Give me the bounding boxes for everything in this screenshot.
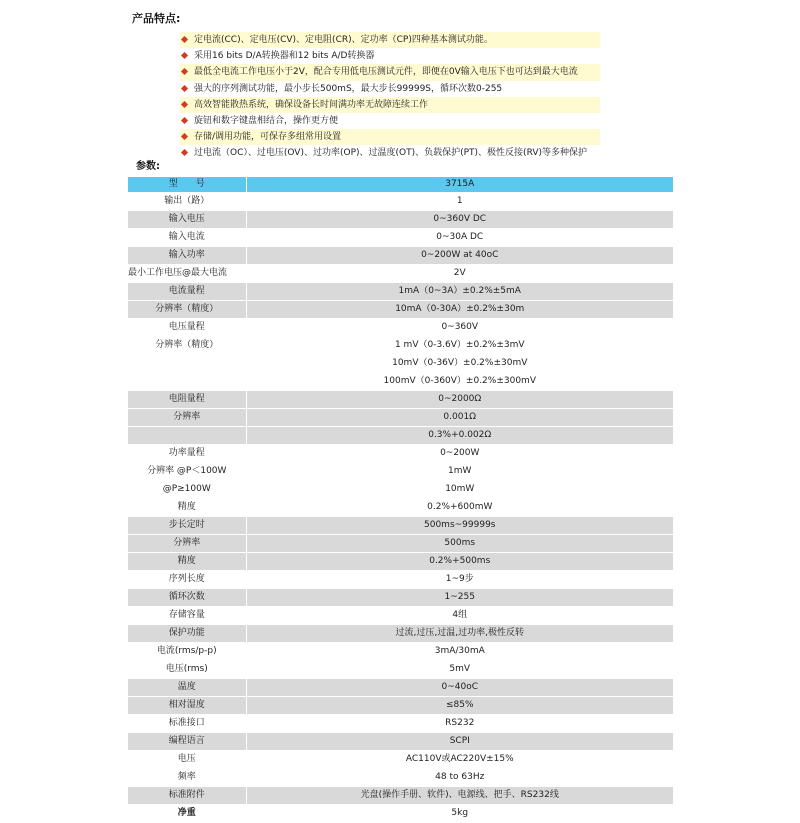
spec-label: 分辨率 (128, 409, 246, 427)
diamond-bullet-icon (181, 36, 188, 43)
table-row (128, 229, 673, 247)
spec-label (128, 355, 246, 373)
spec-value: 0~2000Ω (246, 391, 673, 409)
diamond-bullet-icon (181, 68, 188, 75)
spec-value: 5kg (246, 805, 673, 823)
spec-value: ≤85% (246, 697, 673, 715)
spec-value: AC110V或AC220V±15% (246, 751, 673, 769)
table-row (128, 715, 673, 733)
table-row (128, 319, 673, 337)
spec-label: 精度 (128, 553, 246, 571)
feature-text: 采用16 bits D/A转换器和12 bits A/D转换器 (194, 51, 375, 62)
spec-value: 0.001Ω (246, 409, 673, 427)
spec-label: @P≥100W (128, 481, 246, 499)
spec-label: 序列长度 (128, 571, 246, 589)
table-row (128, 427, 673, 445)
table-row (128, 571, 673, 589)
spec-label: 最小工作电压@最大电流 (128, 265, 246, 283)
table-row (128, 751, 673, 769)
spec-label: 标准附件 (128, 787, 246, 805)
spec-label: 频率 (128, 769, 246, 787)
table-row (128, 409, 673, 427)
features-list (180, 32, 600, 162)
diamond-bullet-icon (181, 117, 188, 124)
table-row (128, 517, 673, 535)
spec-value: 5mV (246, 661, 673, 679)
table-row (128, 769, 673, 787)
feature-item (180, 64, 600, 80)
spec-label: 功率量程 (128, 445, 246, 463)
feature-item (180, 113, 600, 129)
spec-value: 100mV（0-360V）±0.2%±300mV (246, 373, 673, 391)
spec-value: 光盘(操作手册、软件)、电源线、把手、RS232线 (246, 787, 673, 805)
spec-label: 保护功能 (128, 625, 246, 643)
table-row (128, 679, 673, 697)
features-title: 产品特点: (132, 12, 181, 25)
table-row (128, 643, 673, 661)
table-row (128, 805, 673, 823)
diamond-bullet-icon (181, 133, 188, 140)
spec-label: 分辨率 (128, 535, 246, 553)
table-row (128, 265, 673, 283)
spec-value: 48 to 63Hz (246, 769, 673, 787)
spec-value: RS232 (246, 715, 673, 733)
spec-label (128, 373, 246, 391)
spec-label: 电压量程 (128, 319, 246, 337)
table-row (128, 355, 673, 373)
table-row (128, 247, 673, 265)
spec-value: 0.2%+600mW (246, 499, 673, 517)
spec-label: 步长定时 (128, 517, 246, 535)
table-row (128, 553, 673, 571)
feature-text: 旋钮和数字键盘相结合，操作更方便 (194, 115, 339, 126)
feature-text: 最低全电流工作电压小于2V，配合专用低电压测试元件，即便在0V输入电压下也可达到最大电流 (194, 67, 578, 78)
feature-text: 存储/调用功能，可保存多组常用设置 (194, 132, 342, 143)
spec-label: 输出（路） (128, 193, 246, 211)
table-row (128, 499, 673, 517)
table-row (128, 589, 673, 607)
spec-value: 1 (246, 193, 673, 211)
spec-value: 过流,过压,过温,过功率,极性反转 (246, 625, 673, 643)
spec-value: 10mW (246, 481, 673, 499)
spec-label: 电阻量程 (128, 391, 246, 409)
feature-text: 强大的序列测试功能，最小步长500mS，最大步长99999S，循环次数0-255 (194, 83, 503, 94)
spec-value: 500ms (246, 535, 673, 553)
spec-value: 0~200W (246, 445, 673, 463)
spec-label: 净重 (128, 805, 246, 823)
table-row (128, 697, 673, 715)
spec-value: 0~40oC (246, 679, 673, 697)
diamond-bullet-icon (181, 85, 188, 92)
feature-item (180, 48, 600, 64)
feature-text: 过电流（OC）、过电压(OV)、过功率(OP)、过温度(OT)、负载保护(PT)、极性反接(RV)等多种保护 (194, 148, 588, 159)
table-row (128, 193, 673, 211)
table-row (128, 391, 673, 409)
table-row (128, 337, 673, 355)
feature-item (180, 81, 600, 97)
feature-item (180, 32, 600, 48)
spec-label: 分辨率 @P＜100W (128, 463, 246, 481)
table-row (128, 301, 673, 319)
table-row (128, 787, 673, 805)
spec-value: 0.2%+500ms (246, 553, 673, 571)
table-row (128, 607, 673, 625)
spec-table (128, 177, 673, 823)
spec-label: 分辨率（精度） (128, 337, 246, 355)
spec-label: 电流量程 (128, 283, 246, 301)
spec-label: 电流(rms/p-p) (128, 643, 246, 661)
spec-label: 输入电压 (128, 211, 246, 229)
spec-label: 标准接口 (128, 715, 246, 733)
table-row (128, 445, 673, 463)
spec-label (128, 427, 246, 445)
table-header-row (128, 177, 673, 193)
feature-item (180, 97, 600, 113)
spec-value: 1mW (246, 463, 673, 481)
spec-value: 10mV（0-36V）±0.2%±30mV (246, 355, 673, 373)
table-row (128, 535, 673, 553)
table-row (128, 373, 673, 391)
spec-label: 存储容量 (128, 607, 246, 625)
spec-label: 温度 (128, 679, 246, 697)
spec-value: 1~255 (246, 589, 673, 607)
spec-value: 1~9步 (246, 571, 673, 589)
diamond-bullet-icon (181, 52, 188, 59)
params-title: 参数: (136, 161, 160, 172)
feature-item (180, 145, 600, 161)
spec-value: 3mA/30mA (246, 643, 673, 661)
spec-label: 输入功率 (128, 247, 246, 265)
diamond-bullet-icon (181, 149, 188, 156)
table-row (128, 463, 673, 481)
spec-value: 0~360V (246, 319, 673, 337)
feature-text: 定电流(CC)、定电压(CV)、定电阻(CR)、定功率（CP)四种基本测试功能。 (194, 35, 493, 45)
spec-value: 500ms~99999s (246, 517, 673, 535)
table-row (128, 211, 673, 229)
header-model-value: 3715A (246, 177, 673, 193)
spec-label: 编程语言 (128, 733, 246, 751)
spec-label: 电压(rms) (128, 661, 246, 679)
spec-value: 0.3%+0.002Ω (246, 427, 673, 445)
spec-value: 10mA（0-30A）±0.2%±30m (246, 301, 673, 319)
diamond-bullet-icon (181, 101, 188, 108)
spec-value: 1mA（0~3A）±0.2%±5mA (246, 283, 673, 301)
spec-value: 0~30A DC (246, 229, 673, 247)
feature-text: 高效智能散热系统，确保设备长时间满功率无故障连续工作 (194, 99, 429, 110)
spec-label: 输入电流 (128, 229, 246, 247)
spec-value: SCPI (246, 733, 673, 751)
spec-value: 2V (246, 265, 673, 283)
spec-label: 精度 (128, 499, 246, 517)
table-row (128, 661, 673, 679)
table-row (128, 733, 673, 751)
spec-label: 循环次数 (128, 589, 246, 607)
spec-value: 0~200W at 40oC (246, 247, 673, 265)
spec-value: 4组 (246, 607, 673, 625)
spec-value: 1 mV（0-3.6V）±0.2%±3mV (246, 337, 673, 355)
header-model-label: 型 号 (128, 177, 246, 193)
spec-label: 相对湿度 (128, 697, 246, 715)
table-row (128, 283, 673, 301)
feature-item (180, 129, 600, 145)
spec-value: 0~360V DC (246, 211, 673, 229)
table-row (128, 625, 673, 643)
spec-label: 电压 (128, 751, 246, 769)
table-row (128, 481, 673, 499)
spec-label: 分辨率（精度） (128, 301, 246, 319)
